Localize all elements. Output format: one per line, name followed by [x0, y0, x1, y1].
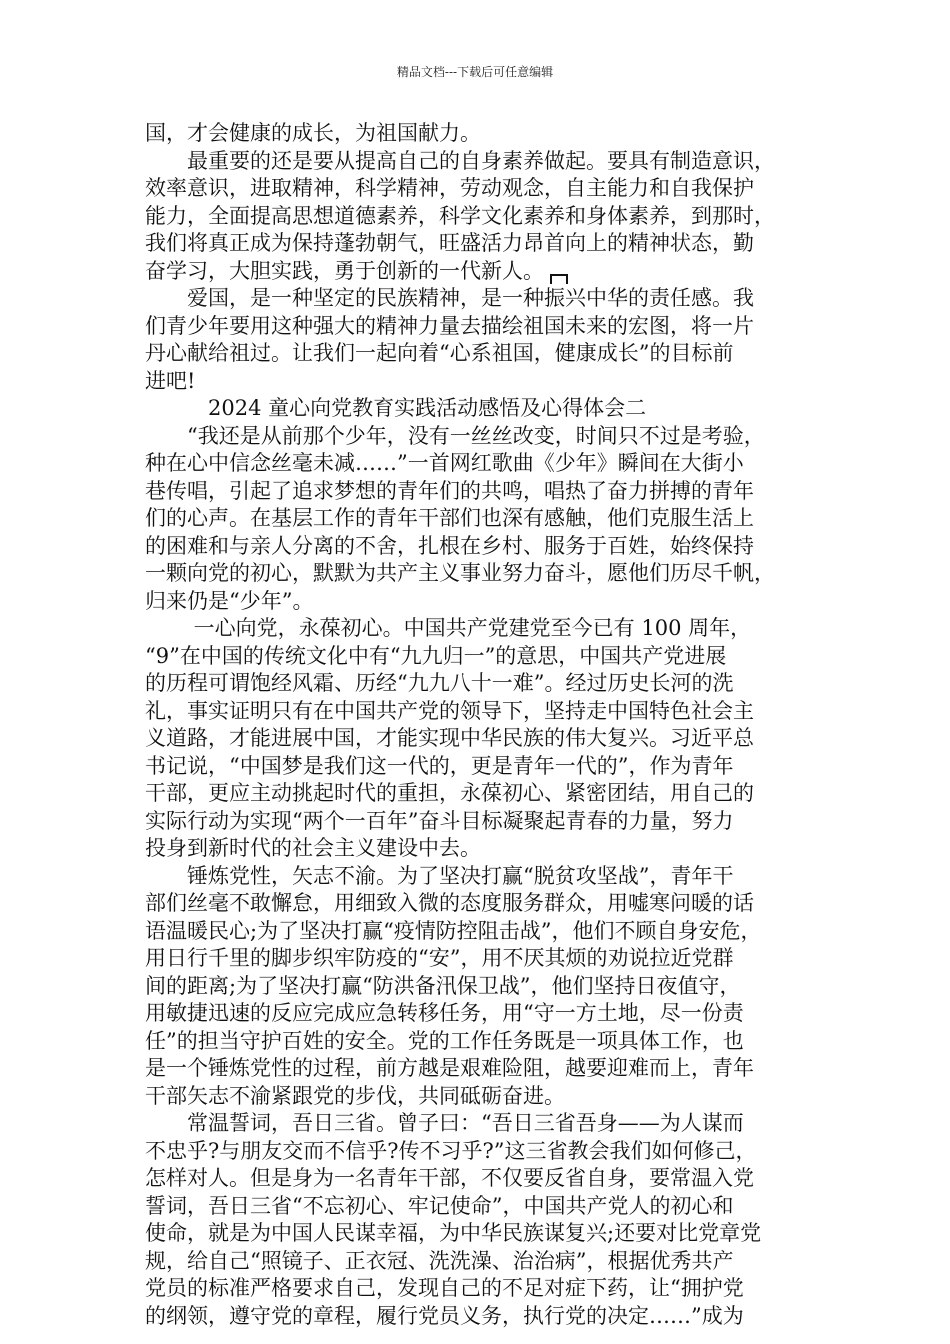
text-line: 常温誓词，吾日三省。曾子曰：“吾日三省吾身——为人谋而 [145, 1111, 744, 1135]
text-line: “9”在中国的传统文化中有“九九归一”的意思，中国共产党进展 [145, 643, 727, 668]
text-line: 实际行动为实现“两个一百年”奋斗目标凝聚起青春的力量，努力 [145, 808, 734, 833]
text-line: 党员的标准严格要求自己，发现自己的不足对症下药，让“拥护党 [145, 1276, 744, 1300]
text-line: 的困难和与亲人分离的不舍，扎根在乡村、服务于百姓，始终保持 [145, 533, 754, 558]
text-line: 进吧! [145, 368, 196, 393]
bracket-mark-icon [550, 274, 568, 284]
text-line: 我们将真正成为保持蓬勃朝气，旺盛活力昂首向上的精神状态，勤 [145, 231, 754, 255]
text-line: 义道路，才能进展中国，才能实现中华民族的伟大复兴。习近平总 [145, 726, 754, 750]
text-line: 怎样对人。但是身为一名青年干部，不仅要反省自身，要常温入党 [145, 1166, 754, 1190]
text-line: 用敏捷迅速的反应完成应急转移任务，用“守一方土地，尽一份责 [145, 1001, 744, 1025]
text-line: 规，给自己“照镜子、正衣冠、洗洗澡、治治病”，根据优秀共产 [145, 1248, 734, 1273]
text-line: 誓词，吾日三省“不忘初心、牢记使命”，中国共产党人的初心和 [145, 1193, 734, 1218]
text-line: 语温暖民心;为了坚决打赢“疫情防控阻击战”，他们不顾自身安危， [145, 918, 762, 943]
text-line: 一心向党，永葆初心。中国共产党建党至今已有 100 周年， [145, 616, 752, 640]
text-line: 礼，事实证明只有在中国共产党的领导下，坚持走中国特色社会主 [145, 698, 754, 723]
document-body [145, 120, 810, 1330]
text-line: 锤炼党性，矢志不渝。为了坚决打赢“脱贫攻坚战”，青年干 [145, 863, 734, 888]
text-line: “我还是从前那个少年，没有一丝丝改变，时间只不过是考验， [145, 423, 765, 448]
text-line: 书记说，“中国梦是我们这一代的，更是青年一代的”，作为青年 [145, 753, 734, 778]
text-line: 不忠乎?与朋友交而不信乎?传不习乎?”这三省教会我们如何修己， [145, 1138, 757, 1163]
text-line: 巷传唱，引起了追求梦想的青年们的共鸣，唱热了奋力拼搏的青年 [145, 478, 754, 503]
text-line: 种在心中信念丝毫未减……”一首网红歌曲《少年》瞬间在大街小 [145, 451, 744, 475]
text-line: 是一个锤炼党性的过程，前方越是艰难险阻，越要迎难而上，青年 [145, 1056, 754, 1080]
text-line: 投身到新时代的社会主义建设中去。 [145, 836, 481, 860]
text-line: 奋学习，大胆实践，勇于创新的一代新人。 [145, 258, 544, 283]
text-line: 使命，就是为中国人民谋幸福，为中华民族谋复兴;还要对比党章党 [145, 1221, 762, 1245]
text-line: 任”的担当守护百姓的安全。党的工作任务既是一项具体工作，也 [145, 1028, 744, 1053]
text-line: 们青少年要用这种强大的精神力量去描绘祖国未来的宏图，将一片 [145, 313, 754, 338]
text-line: 的纲领，遵守党的章程，履行党员义务，执行党的决定……”成为 [145, 1303, 744, 1328]
text-line: 间的距离;为了坚决打赢“防洪备汛保卫战”，他们坚持日夜值守， [145, 973, 741, 998]
text-line: 归来仍是“少年”。 [145, 588, 314, 613]
text-line: 部们丝毫不敢懈怠，用细致入微的态度服务群众，用嘘寒问暖的话 [145, 891, 754, 915]
text-line: 效率意识，进取精神，科学精神，劳动观念，自主能力和自我保护 [145, 176, 754, 200]
page-header: 精品文档---下载后可任意编辑 [396, 65, 554, 79]
section-heading: 2024 童心向党教育实践活动感悟及心得体会二 [145, 396, 647, 420]
text-line: 国，才会健康的成长，为祖国献力。 [145, 121, 481, 145]
text-line: 最重要的还是要从提高自己的自身素养做起。要具有制造意识， [145, 148, 775, 173]
text-line: 干部矢志不渝紧跟党的步伐，共同砥砺奋进。 [145, 1083, 565, 1108]
text-line: 干部，更应主动挑起时代的重担，永葆初心、紧密团结，用自己的 [145, 781, 754, 805]
text-line: 能力，全面提高思想道德素养，科学文化素养和身体素养，到那时， [145, 203, 775, 228]
text-line-with-mark [145, 258, 810, 286]
text-line: 一颗向党的初心，默默为共产主义事业努力奋斗，愿他们历尽千帆， [145, 561, 775, 585]
text-line: 丹心献给祖过。让我们一起向着“心系祖国，健康成长”的目标前 [145, 341, 734, 365]
text-line: 的历程可谓饱经风霜、历经“九九八十一难”。经过历史长河的洗 [145, 671, 734, 695]
text-line: 们的心声。在基层工作的青年干部们也深有感触，他们克服生活上 [145, 506, 754, 530]
text-line: 用日行千里的脚步织牢防疫的“安”，用不厌其烦的劝说拉近党群 [145, 946, 734, 970]
text-line: 爱国，是一种坚定的民族精神，是一种振兴中华的责任感。我 [145, 286, 754, 310]
